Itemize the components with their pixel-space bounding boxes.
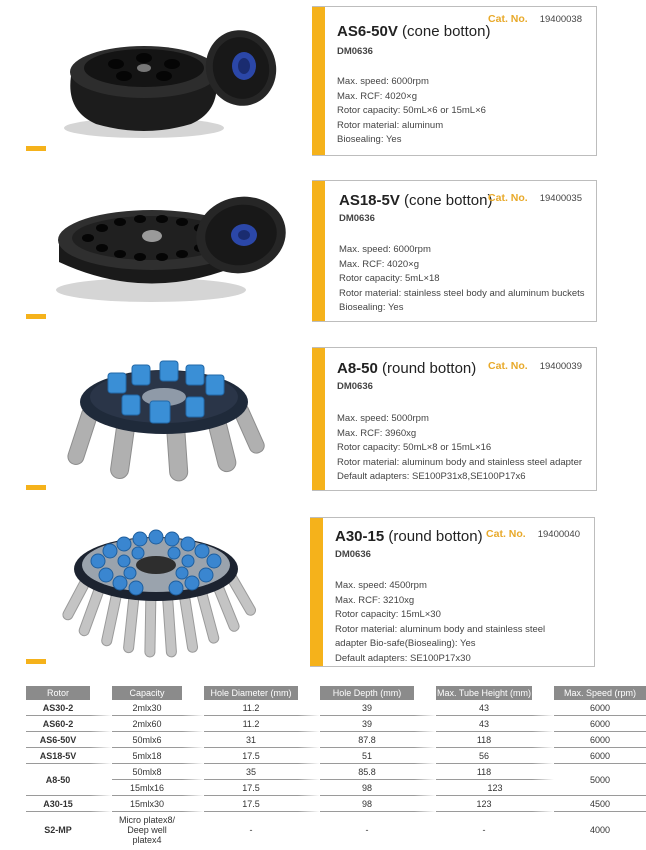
table-row bbox=[26, 732, 646, 748]
cell-rotor: AS18-5V bbox=[26, 748, 112, 764]
cell-capacity: 5mlx18 bbox=[112, 748, 204, 764]
product-model: DM0636 bbox=[339, 213, 375, 224]
product-model: DM0636 bbox=[337, 381, 373, 392]
catalog-label: Cat. No. bbox=[488, 13, 528, 25]
product-specs bbox=[335, 579, 545, 667]
product-model: DM0636 bbox=[337, 46, 373, 57]
product-a8-50 bbox=[26, 347, 596, 492]
cell-diameter: 17.5 bbox=[204, 780, 320, 796]
cell-diameter: 17.5 bbox=[204, 748, 320, 764]
spec-line: Rotor material: stainless steel body and aluminum buckets bbox=[339, 287, 585, 299]
product-name: A8-50 bbox=[337, 360, 378, 377]
cell-rotor: AS6-50V bbox=[26, 732, 112, 748]
cell-speed: 6000 bbox=[554, 732, 646, 748]
spec-line: Max. RCF: 3960xg bbox=[337, 427, 417, 439]
cell-rotor: AS60-2 bbox=[26, 716, 112, 732]
cell-speed: 5000 bbox=[554, 764, 646, 796]
product-image-as18-5v bbox=[26, 180, 306, 322]
product-a30-15 bbox=[26, 517, 596, 667]
header-capacity: Capacity bbox=[112, 686, 204, 700]
rotor-swing-image bbox=[26, 347, 306, 492]
product-name: AS18-5V bbox=[339, 192, 400, 209]
product-specs bbox=[339, 243, 585, 316]
cell-depth: 98 bbox=[320, 780, 436, 796]
accent-bar bbox=[26, 485, 46, 490]
rotor-multi-image bbox=[26, 517, 306, 667]
rotor-flat-image bbox=[26, 180, 306, 322]
accent-stripe bbox=[312, 181, 325, 321]
spec-line: Max. speed: 6000rpm bbox=[339, 244, 431, 255]
spec-line: Biosealing: Yes bbox=[339, 302, 404, 314]
accent-stripe bbox=[310, 518, 323, 666]
product-subtitle: (round botton) bbox=[382, 360, 477, 377]
cell-height: 123 bbox=[436, 796, 554, 812]
cell-depth: 51 bbox=[320, 748, 436, 764]
cell-diameter: 31 bbox=[204, 732, 320, 748]
cell-depth: 85.8 bbox=[320, 764, 436, 780]
product-name: A30-15 bbox=[335, 528, 385, 545]
product-as18-5v bbox=[26, 180, 596, 322]
table-row bbox=[26, 764, 646, 780]
cell-height: - bbox=[436, 812, 554, 848]
cell-depth: 98 bbox=[320, 796, 436, 812]
product-title bbox=[339, 192, 492, 209]
table-row bbox=[26, 716, 646, 732]
spec-line: Max. RCF: 3210xg bbox=[335, 594, 415, 606]
table-row bbox=[26, 796, 646, 812]
cell-rotor: S2-MP bbox=[26, 812, 112, 848]
spec-line: Rotor material: aluminum body and stainless steel adapter bbox=[337, 456, 583, 468]
header-hole-diameter: Hole Diameter (mm) bbox=[204, 686, 320, 700]
cell-height: 43 bbox=[436, 716, 554, 732]
cell-capacity: Micro platex8/ Deep well platex4 bbox=[112, 812, 204, 848]
spec-line: Max. speed: 5000rpm bbox=[337, 413, 429, 424]
catalog-value: 19400038 bbox=[539, 14, 582, 25]
spec-line: Rotor capacity: 15mL×30 bbox=[335, 609, 441, 621]
cell-speed: 6000 bbox=[554, 748, 646, 764]
catalog-label: Cat. No. bbox=[488, 360, 528, 372]
catalog-label: Cat. No. bbox=[486, 528, 526, 540]
cell-speed: 4000 bbox=[589, 825, 611, 835]
product-model: DM0636 bbox=[335, 549, 371, 560]
cell-depth: 87.8 bbox=[320, 732, 436, 748]
cell-depth: 39 bbox=[320, 700, 436, 716]
table-row bbox=[26, 748, 646, 764]
product-panel bbox=[312, 6, 597, 156]
accent-stripe bbox=[312, 348, 325, 490]
cell-speed: 4500 bbox=[554, 796, 646, 812]
catalog-label: Cat. No. bbox=[488, 192, 528, 204]
accent-bar bbox=[26, 659, 46, 664]
catalog-value: 19400040 bbox=[537, 529, 580, 540]
cell-capacity: 2mlx60 bbox=[112, 716, 204, 732]
cell-height: 118 bbox=[436, 764, 554, 780]
product-title bbox=[337, 23, 490, 40]
catalog-number bbox=[488, 13, 582, 25]
spec-line: Rotor material: aluminum bbox=[337, 119, 444, 131]
spec-line: Biosealing: Yes bbox=[337, 134, 402, 146]
table-row bbox=[26, 700, 646, 716]
cell-rotor: A30-15 bbox=[26, 796, 112, 812]
product-image-a8-50 bbox=[26, 347, 306, 492]
spec-line: Max. RCF: 4020×g bbox=[337, 90, 417, 102]
header-max-speed: Max. Speed (rpm) bbox=[554, 686, 646, 700]
catalog-number bbox=[488, 360, 582, 372]
accent-bar bbox=[26, 146, 46, 151]
header-rotor: Rotor bbox=[26, 686, 112, 700]
cell-depth: - bbox=[320, 812, 436, 848]
cell-diameter: 17.5 bbox=[204, 796, 320, 812]
cell-capacity: 15mlx30 bbox=[112, 796, 204, 812]
cell-depth: 39 bbox=[320, 716, 436, 732]
cell-speed: 6000 bbox=[554, 700, 646, 716]
catalog-number bbox=[486, 528, 580, 540]
cell-rotor: A8-50 bbox=[26, 764, 112, 796]
product-title bbox=[335, 528, 483, 545]
product-subtitle: (cone botton) bbox=[404, 192, 493, 209]
cell-capacity: 15mlx16 bbox=[112, 780, 204, 796]
rotor-spec-table bbox=[26, 686, 646, 848]
product-panel bbox=[310, 517, 595, 667]
catalog-value: 19400035 bbox=[539, 193, 582, 204]
product-specs bbox=[337, 75, 486, 148]
catalog-value: 19400039 bbox=[539, 361, 582, 372]
rotor-cone-image bbox=[26, 6, 306, 156]
spec-line: Default adapters: SE100P17x30 bbox=[335, 652, 471, 664]
table-row bbox=[26, 812, 646, 848]
spec-line: Max. speed: 4500rpm bbox=[335, 580, 427, 591]
cell-diameter: - bbox=[204, 812, 320, 848]
cell-diameter: 11.2 bbox=[204, 700, 320, 716]
product-panel bbox=[312, 180, 597, 322]
cell-diameter: 11.2 bbox=[204, 716, 320, 732]
spec-line: adapter Bio-safe(Biosealing): Yes bbox=[335, 638, 476, 650]
table-row bbox=[26, 780, 646, 796]
product-name: AS6-50V bbox=[337, 23, 398, 40]
table-header-row bbox=[26, 686, 646, 700]
product-specs bbox=[337, 412, 582, 485]
cell-speed: 6000 bbox=[554, 716, 646, 732]
cell-capacity: 50mlx6 bbox=[112, 732, 204, 748]
spec-line: Max. speed: 6000rpm bbox=[337, 76, 429, 87]
cell-rotor: AS30-2 bbox=[26, 700, 112, 716]
spec-line: Default adapters: SE100P31x8,SE100P17x6 bbox=[337, 471, 526, 483]
cell-height: 43 bbox=[436, 700, 554, 716]
accent-bar bbox=[26, 314, 46, 319]
spec-line: Max. RCF: 4020×g bbox=[339, 258, 419, 270]
header-max-tube-height: Max. Tube Height (mm) bbox=[436, 686, 554, 700]
cell-height: 56 bbox=[436, 748, 554, 764]
spec-line: Rotor capacity: 50mL×6 or 15mL×6 bbox=[337, 105, 486, 117]
cell-diameter: 35 bbox=[204, 764, 320, 780]
cell-height: 123 bbox=[436, 780, 554, 796]
accent-stripe bbox=[312, 7, 325, 155]
catalog-number bbox=[488, 192, 582, 204]
spec-line: Rotor capacity: 5mL×18 bbox=[339, 273, 440, 285]
cell-capacity: 2mlx30 bbox=[112, 700, 204, 716]
header-hole-depth: Hole Depth (mm) bbox=[320, 686, 436, 700]
product-image-a30-15 bbox=[26, 517, 306, 667]
product-image-as6-50v bbox=[26, 6, 306, 156]
product-subtitle: (round botton) bbox=[388, 528, 483, 545]
cell-capacity: 50mlx8 bbox=[112, 764, 204, 780]
product-subtitle: (cone botton) bbox=[402, 23, 491, 40]
product-title bbox=[337, 360, 476, 377]
cell-height: 118 bbox=[436, 732, 554, 748]
spec-line: Rotor capacity: 50mL×8 or 15mL×16 bbox=[337, 442, 492, 454]
product-as6-50v bbox=[26, 6, 596, 156]
spec-line: Rotor material: aluminum body and stainless steel bbox=[335, 623, 546, 635]
product-panel bbox=[312, 347, 597, 491]
